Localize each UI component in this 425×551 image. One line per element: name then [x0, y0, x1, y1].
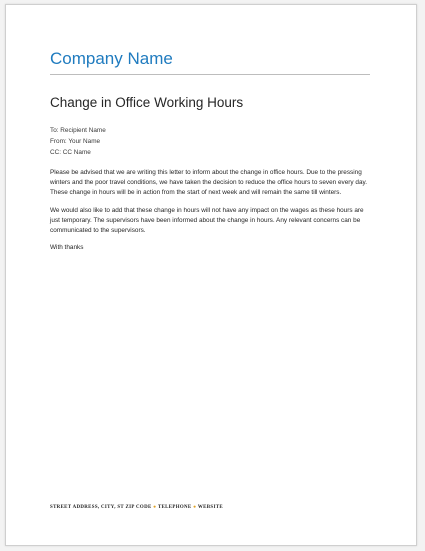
letter-recipients — [50, 125, 106, 158]
body-paragraph-2: We would also like to add that these change in hours will not have any impact on the wages as these hours are just temporary. The supervisors have been informed about the change in hours. Any relevant concerns can be communicated to the supervisors. — [50, 206, 364, 235]
letter-page — [5, 4, 417, 546]
footer-telephone: TELEPHONE — [157, 505, 192, 510]
header-divider — [50, 74, 370, 75]
letter-subject: Change in Office Working Hours — [50, 95, 244, 110]
letter-body — [50, 168, 373, 260]
cc-line: CC: CC Name — [50, 149, 91, 156]
body-paragraph-1: Please be advised that we are writing this letter to inform about the change in office hours. Due to the pressing winters and the poor travel conditions, we have taken the decision to reduce the office hours to seven every day. These change in hours will be in action from the start of next week and will remain the same till winters. — [50, 169, 367, 197]
footer-separator-1: ● — [153, 505, 157, 510]
footer-contact — [50, 505, 223, 510]
footer-address: STREET ADDRESS, CITY, ST ZIP CODE — [50, 505, 152, 510]
sender-line: From: Your Name — [50, 138, 101, 145]
closing-line: With thanks — [50, 244, 84, 252]
footer-separator-2: ● — [193, 505, 197, 510]
recipient-line: To: Recipient Name — [50, 127, 106, 134]
footer-website: WEBSITE — [197, 505, 223, 510]
company-name: Company Name — [50, 49, 173, 68]
